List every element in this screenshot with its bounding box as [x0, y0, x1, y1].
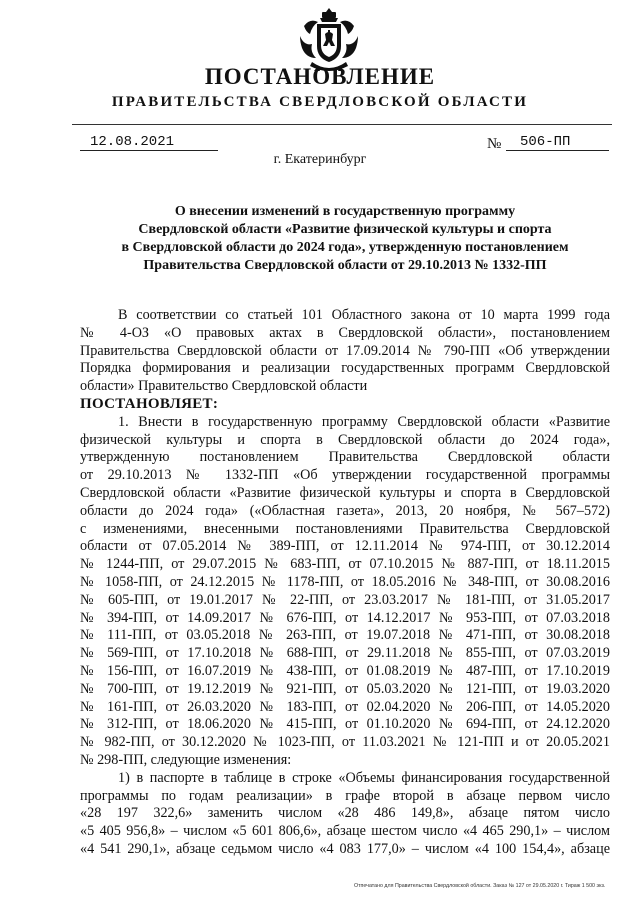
subject-line: в Свердловской области до 2024 года», утвержденную постановлением	[121, 240, 569, 255]
item1-line: физической культуры и спорта в Свердловской области до 2024 года»,	[80, 431, 610, 448]
document-date: 12.08.2021	[80, 134, 218, 151]
item1-line: № 569-ПП, от 17.10.2018 № 688-ПП, от 29.11.2018 № 855-ПП, от 07.03.2019	[80, 645, 610, 662]
coat-of-arms-icon	[298, 6, 360, 72]
item1-line: Свердловской области «Развитие физической культуры и спорта в Свердловской	[80, 484, 610, 501]
item1-line: области от 07.05.2014 № 389-ПП, от 12.11.2014 № 974-ПП, от 30.12.2014	[80, 538, 610, 555]
item1-line: № 312-ПП, от 18.06.2020 № 415-ПП, от 01.10.2020 № 694-ПП, от 24.12.2020	[80, 716, 610, 733]
item1-line: от 29.10.2013 № 1332-ПП «Об утверждении государственной программы	[80, 467, 610, 484]
item1-line: № 394-ПП, от 14.09.2017 № 676-ПП, от 14.12.2017 № 953-ПП, от 07.03.2018	[80, 609, 610, 626]
document-subtitle: ПРАВИТЕЛЬСТВА СВЕРДЛОВСКОЙ ОБЛАСТИ	[111, 94, 529, 110]
document-number: 506-ПП	[506, 134, 609, 151]
document-city: г. Екатеринбург	[273, 152, 367, 167]
item1-line: № 156-ПП, от 16.07.2019 № 438-ПП, от 01.08.2019 № 487-ПП, от 17.10.2019	[80, 662, 610, 679]
item1-1-line: 1) в паспорте в таблице в строке «Объемы финансирования государственной	[118, 769, 610, 786]
item1-line: № 982-ПП, от 30.12.2020 № 1023-ПП, от 11.03.2021 № 121-ПП и от 20.05.2021	[80, 734, 610, 751]
document-body	[80, 307, 610, 859]
preamble-line: Порядка формирования и реализации государственных программ Свердловской	[80, 360, 610, 377]
preamble-line: области» Правительство Свердловской области	[80, 378, 368, 395]
item1-line: утвержденную постановлением Правительства Свердловской области	[80, 449, 610, 466]
item1-line: № 1244-ПП, от 29.07.2015 № 683-ПП, от 07.10.2015 № 887-ПП, от 18.11.2015	[80, 556, 610, 573]
item1-line: № 298-ПП, следующие изменения:	[80, 751, 292, 768]
document-subject	[80, 203, 610, 275]
item1-line: с изменениями, внесенными постановлениями Правительства Свердловской	[80, 520, 610, 537]
number-label: №	[487, 136, 502, 152]
item1-line: № 605-ПП, от 19.01.2017 № 22-ПП, от 23.03.2017 № 181-ПП, от 31.05.2017	[80, 591, 610, 608]
document-title: ПОСТАНОВЛЕНИЕ	[204, 64, 436, 89]
preamble-line: В соответствии со статьей 101 Областного закона от 10 марта 1999 года	[118, 307, 610, 323]
item1-1-line: программы по годам реализации» в графе второй в абзаце первом число	[80, 787, 610, 804]
subject-line: Свердловской области «Развитие физической культуры и спорта	[138, 222, 552, 237]
subject-line: Правительства Свердловской области от 29.10.2013 № 1332-ПП	[143, 258, 547, 273]
item1-line: области до 2024 года» («Областная газета», 2013, 20 ноября, № 567–572)	[80, 502, 610, 519]
header-divider	[72, 124, 612, 125]
preamble-line: Правительства Свердловской области от 17.09.2014 № 790-ПП «Об утверждении	[80, 342, 610, 359]
item1-1-line: «5 405 956,8» – числом «5 601 806,6», абзаце шестом число «4 465 290,1» – числом	[80, 823, 610, 840]
item1-line: № 111-ПП, от 03.05.2018 № 263-ПП, от 19.07.2018 № 471-ПП, от 30.08.2018	[80, 627, 610, 644]
item1-line: № 161-ПП, от 26.03.2020 № 183-ПП, от 02.04.2020 № 206-ПП, от 14.05.2020	[80, 698, 610, 715]
item1-1-line: «28 197 322,6» заменить числом «28 486 149,8», абзаце пятом число	[80, 805, 610, 822]
item1-line: № 1058-ПП, от 24.12.2015 № 1178-ПП, от 18.05.2016 № 348-ПП, от 30.08.2016	[80, 573, 610, 590]
item1-1-line: «4 541 290,1», абзаце седьмом число «4 083 177,0» – числом «4 100 154,4», абзаце	[80, 840, 610, 857]
decree-word: ПОСТАНОВЛЯЕТ:	[80, 395, 219, 412]
item1-line: 1. Внести в государственную программу Свердловской области «Развитие	[118, 413, 610, 430]
item1-line: № 700-ПП, от 19.12.2019 № 921-ПП, от 05.03.2020 № 121-ПП, от 19.03.2020	[80, 680, 610, 697]
print-footer: Отпечатано для Правительства Свердловской области. Заказ № 127 от 29.05.2020 г. Тираж 1 500 экз.	[354, 883, 606, 889]
preamble-line: № 4-ОЗ «О правовых актах в Свердловской области», постановлением	[80, 324, 610, 341]
subject-line: О внесении изменений в государственную программу	[174, 204, 516, 219]
